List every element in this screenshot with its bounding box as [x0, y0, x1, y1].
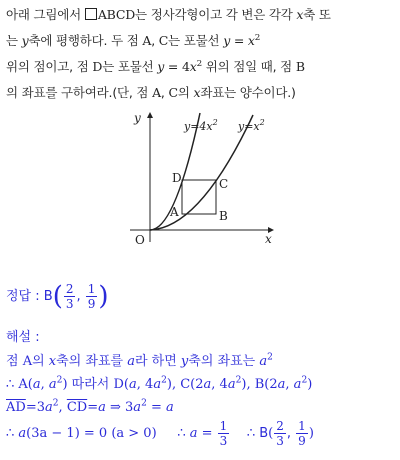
math-var: y — [21, 33, 29, 48]
math-text: C — [168, 85, 178, 100]
answer-y-fraction: $\frac{1}{9}$ — [87, 282, 96, 311]
problem-line-3 — [6, 54, 396, 80]
superscript: 2 — [141, 398, 147, 409]
math-var: a — [277, 377, 286, 392]
math-var: a — [293, 377, 302, 392]
math-text: A — [142, 33, 152, 48]
problem-line-4 — [6, 80, 396, 106]
math-text: D — [92, 59, 103, 74]
x-axis-label: x — [265, 232, 272, 246]
math-var: a — [166, 400, 174, 415]
answer — [6, 282, 109, 311]
square-symbol — [85, 8, 97, 20]
math-var: x — [189, 59, 197, 74]
math-var: y — [223, 33, 231, 48]
math-var: a — [153, 377, 162, 392]
math-var: a — [133, 400, 142, 415]
math-text: ), — [166, 377, 181, 392]
segment-label: $\overline{AD}$ — [6, 400, 26, 415]
solution-eq: a — [18, 426, 27, 441]
superscript: 2 — [56, 375, 63, 386]
text-run: 아래 그림에서 — [6, 7, 85, 22]
text-run: 는 포물선 — [168, 33, 224, 48]
math-text: D( — [113, 377, 129, 392]
math-text: , — [40, 377, 49, 392]
math-text: A — [152, 85, 161, 100]
answer-prefix: 정답 : B — [6, 289, 53, 304]
text-run: 축 또 — [303, 7, 331, 22]
math-var: y — [157, 59, 165, 74]
solution-line-3 — [6, 396, 314, 419]
text-run: 축의 좌표는 — [188, 354, 260, 369]
math-var: a — [48, 377, 57, 392]
math-var: a — [129, 377, 137, 392]
superscript: 2 — [301, 375, 308, 386]
parabola-figure — [120, 110, 280, 250]
solution-line-4: ∴ a(3a − 1) = 0 (a > 0) ∴ a = $\frac{1}{3}$ ∴ B( $\frac{2}{3}$ , $\frac{1}{9}$ ) — [6, 419, 314, 448]
math-var: x — [247, 33, 255, 48]
math-var: a — [98, 400, 106, 415]
answer-x-fraction: $\frac{2}{3}$ — [65, 282, 74, 311]
math-text: ) — [307, 377, 313, 392]
solution-title: 해설 : — [6, 330, 40, 345]
solution-by-fraction: $\frac{1}{9}$ — [298, 419, 306, 448]
text-run: 라 하면 — [134, 354, 181, 369]
math-text: , — [58, 400, 67, 415]
text-run: 위의 점이고, 점 — [6, 59, 93, 74]
math-text: , 4 — [136, 377, 154, 392]
text-run: 는 정사각형이고 각 변은 각각 — [135, 7, 297, 22]
origin-label: O — [135, 233, 145, 247]
curve-x2-label: $y=x^2$ — [238, 118, 265, 133]
superscript: 2 — [254, 32, 261, 43]
math-text: = 4 — [164, 59, 190, 74]
text-run: 의 — [177, 85, 194, 100]
solution-line-2 — [6, 373, 314, 396]
math-text: = — [230, 33, 248, 48]
text-run: 좌표는 양수이다.) — [200, 85, 296, 100]
text-run: 는 포물선 — [102, 59, 158, 74]
math-var: a — [32, 377, 41, 392]
curve-4x2-label: $y=4x^2$ — [184, 118, 218, 133]
square-abcd — [182, 180, 216, 214]
solution — [6, 350, 314, 448]
text-run: , — [151, 33, 159, 48]
problem-text — [6, 2, 396, 106]
answer-paren-close: ) — [98, 281, 109, 312]
superscript: 2 — [235, 375, 242, 386]
math-text: B — [295, 59, 305, 74]
text-run: 따라서 — [67, 377, 114, 392]
problem-line-2 — [6, 28, 396, 54]
text-run: 는 — [6, 33, 22, 48]
point-B-label: B — [219, 209, 228, 223]
solution-a-fraction: $\frac{1}{3}$ — [219, 419, 228, 448]
text-run: , — [160, 85, 169, 100]
point-D-label: D — [172, 171, 182, 185]
math-var: a — [259, 354, 268, 369]
math-var: y — [180, 354, 189, 369]
problem-line-1 — [6, 2, 396, 28]
math-var: a — [227, 377, 236, 392]
solution-line-1 — [6, 350, 314, 373]
math-var: a — [44, 400, 53, 415]
math-text: A( — [18, 377, 33, 392]
text-run: 의 — [32, 354, 49, 369]
y-axis-arrow — [147, 112, 153, 118]
superscript: 2 — [161, 375, 167, 386]
math-text: = — [146, 400, 167, 415]
text-run: 의 좌표를 구하여라.(단, 점 — [6, 85, 153, 100]
y-axis-label: y — [134, 111, 141, 125]
text-run: 점 — [6, 354, 23, 369]
answer-paren-open: ( — [52, 281, 63, 312]
segment-label: $\overline{CD}$ — [66, 400, 88, 415]
math-var: x — [48, 354, 57, 369]
answer-comma: , — [76, 289, 81, 304]
math-text: C(2 — [180, 377, 204, 392]
math-text: ABCD — [97, 7, 136, 22]
math-var: x — [296, 7, 304, 22]
superscript: 2 — [267, 352, 273, 363]
text-run: 축에 평행하다. 두 점 — [28, 33, 143, 48]
superscript: 2 — [52, 398, 59, 409]
math-text: , 4 — [211, 377, 228, 392]
text-run: ∴ — [6, 377, 19, 392]
math-var: a — [203, 377, 212, 392]
math-text: ) — [62, 377, 68, 392]
solution-bx-fraction: $\frac{2}{3}$ — [276, 419, 284, 448]
math-text: ), — [241, 377, 255, 392]
math-text: =3 — [25, 400, 45, 415]
superscript: 2 — [196, 58, 202, 69]
text-run: 위의 점일 때, 점 — [201, 59, 296, 74]
math-var: a — [127, 354, 135, 369]
math-text: = — [87, 400, 99, 415]
text-run: 축의 좌표를 — [56, 354, 128, 369]
math-var: x — [193, 85, 201, 100]
math-text: A — [22, 354, 33, 369]
math-text: B(2 — [254, 377, 278, 392]
math-text: C — [158, 33, 169, 48]
point-A-label: A — [170, 205, 179, 219]
point-C-label: C — [219, 177, 229, 191]
math-text: , — [285, 377, 294, 392]
math-text: ⇒ 3 — [105, 400, 134, 415]
